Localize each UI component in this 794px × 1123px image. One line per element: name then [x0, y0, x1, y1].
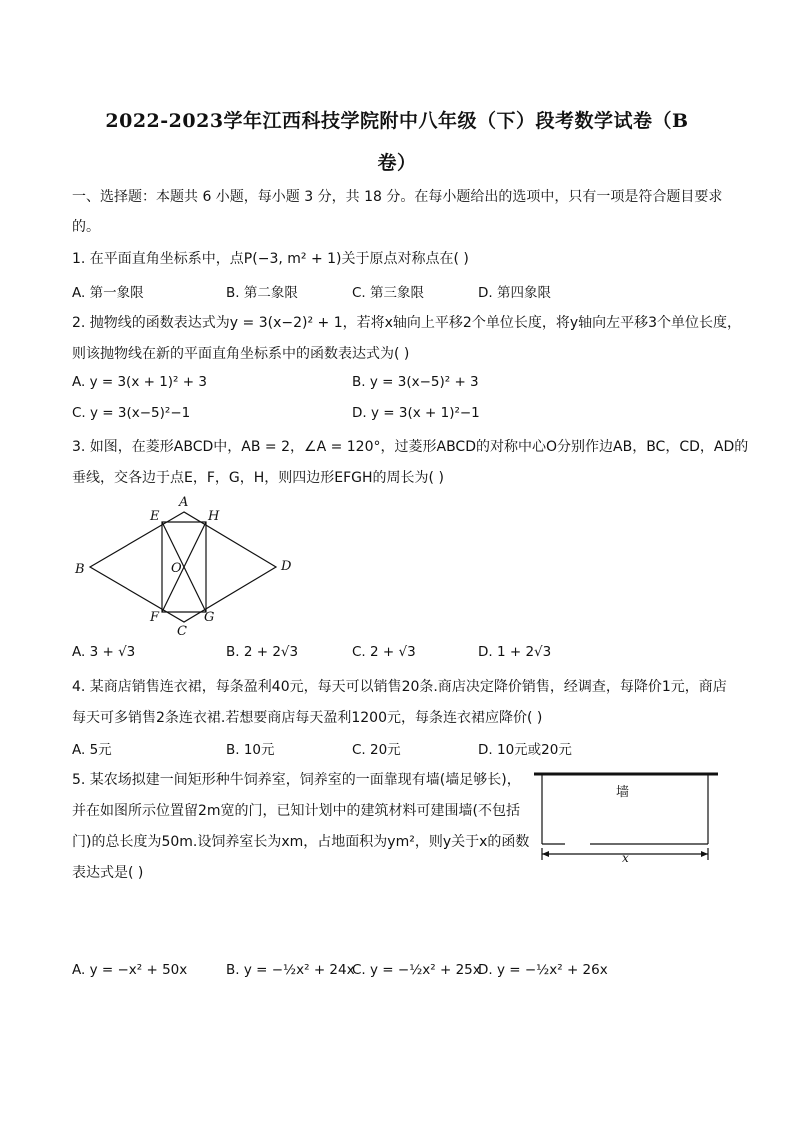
- wall-label: 墙: [616, 785, 630, 800]
- q2-option-b: B. y = 3(x−5)² + 3: [352, 374, 479, 390]
- q5-option-c: C. y = −½x² + 25x: [352, 962, 481, 978]
- label-g: G: [204, 610, 215, 625]
- label-b: B: [75, 562, 85, 577]
- label-e: E: [150, 509, 160, 524]
- q5-stem-line-1: 5. 某农场拟建一间矩形种牛饲养室，饲养室的一面靠现有墙(墙足够长)，: [72, 772, 521, 788]
- q1-option-c: C. 第三象限: [352, 285, 425, 301]
- q3-stem-line-1: 3. 如图，在菱形ABCD中，AB = 2，∠A = 120°，过菱形ABCD的对称中心O分别作边AB，BC，CD，AD的: [72, 439, 749, 455]
- q2-option-c: C. y = 3(x−5)²−1: [72, 405, 191, 421]
- label-o: O: [171, 561, 182, 576]
- title-line-2: 卷）: [377, 152, 417, 174]
- q3-option-d: D. 1 + 2√3: [478, 644, 552, 660]
- q1-option-b: B. 第二象限: [226, 285, 298, 301]
- q4-option-d: D. 10元或20元: [478, 742, 572, 758]
- q4-stem-line-1: 4. 某商店销售连衣裙，每条盈利40元，每天可以销售20条.商店决定降价销售，经调查，每降价1元，商店: [72, 679, 727, 695]
- arrow-left: [542, 851, 549, 857]
- q4-stem-line-2: 每天可多销售2条连衣裙.若想要商店每天盈利1200元，每条连衣裙应降价( ): [72, 710, 543, 726]
- label-f: F: [150, 610, 160, 625]
- q2-stem-line-2: 则该抛物线在新的平面直角坐标系中的函数表达式为( ): [72, 346, 410, 362]
- q5-stem-line-4: 表达式是( ): [72, 865, 144, 881]
- label-h: H: [208, 509, 220, 524]
- q5-option-a: A. y = −x² + 50x: [72, 962, 188, 978]
- enclosure-figure: [532, 766, 722, 866]
- q3-option-c: C. 2 + √3: [352, 644, 416, 660]
- q4-option-b: B. 10元: [226, 742, 275, 758]
- q2-stem-line-1: 2. 抛物线的函数表达式为y = 3(x−2)² + 1，若将x轴向上平移2个单位长度，将y轴向左平移3个单位长度，: [72, 315, 742, 331]
- section-heading-line-1: 一、选择题：本题共 6 小题，每小题 3 分，共 18 分。在每小题给出的选项中，只有一项是符合题目要求: [72, 189, 723, 205]
- q4-option-c: C. 20元: [352, 742, 401, 758]
- q5-stem-line-3: 门)的总长度为50m.设饲养室长为xm，占地面积为ym²，则y关于x的函数: [72, 834, 530, 850]
- q1-stem: 1. 在平面直角坐标系中，点P(−3, m² + 1)关于原点对称点在( ): [72, 251, 469, 267]
- q5-stem-line-2: 并在如图所示位置留2m宽的门，已知计划中的建筑材料可建围墙(不包括: [72, 803, 521, 819]
- title-line-1: 2022-2023学年江西科技学院附中八年级（下）段考数学试卷（B: [105, 110, 689, 132]
- exam-title: [60, 100, 734, 184]
- x-label: x: [622, 851, 629, 865]
- q5-option-d: D. y = −½x² + 26x: [478, 962, 608, 978]
- q1-option-d: D. 第四象限: [478, 285, 551, 301]
- q2-option-a: A. y = 3(x + 1)² + 3: [72, 374, 207, 390]
- q3-option-a: A. 3 + √3: [72, 644, 136, 660]
- q5-option-b: B. y = −½x² + 24x: [226, 962, 355, 978]
- q2-option-d: D. y = 3(x + 1)²−1: [352, 405, 480, 421]
- label-d: D: [281, 559, 292, 574]
- rhombus-figure: [70, 492, 300, 638]
- q3-stem-line-2: 垂线，交各边于点E，F，G，H，则四边形EFGH的周长为( ): [72, 470, 444, 486]
- label-c: C: [177, 624, 187, 638]
- section-heading-line-2: 的。: [72, 219, 100, 235]
- q4-option-a: A. 5元: [72, 742, 112, 758]
- label-a: A: [179, 495, 189, 510]
- rhombus-abcd: [90, 512, 276, 622]
- q1-option-a: A. 第一象限: [72, 285, 144, 301]
- arrow-right: [701, 851, 708, 857]
- q3-option-b: B. 2 + 2√3: [226, 644, 299, 660]
